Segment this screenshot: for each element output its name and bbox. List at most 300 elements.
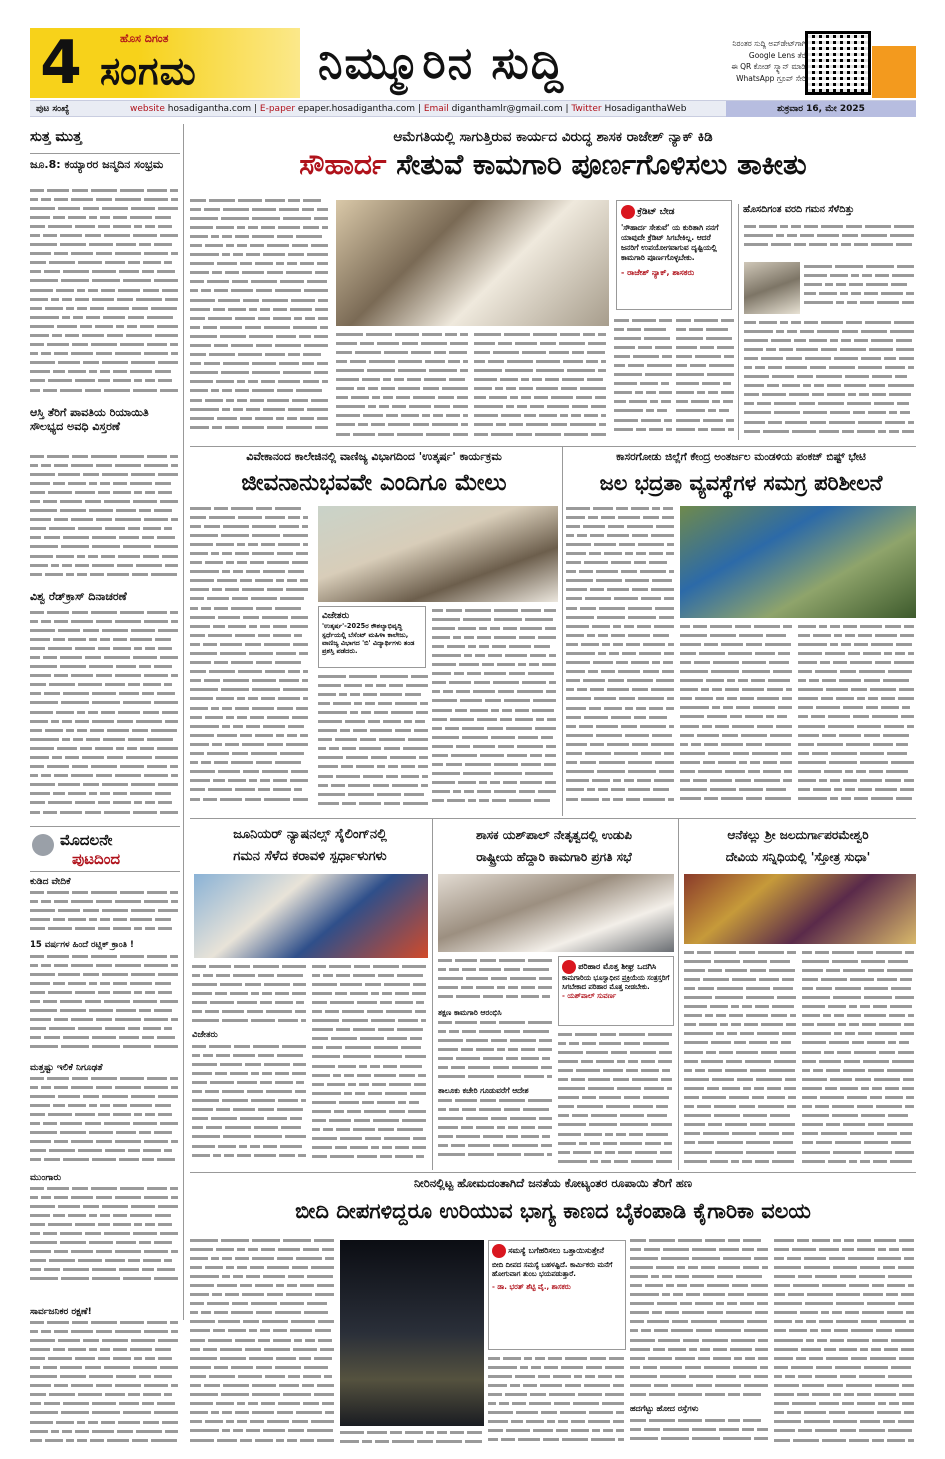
- text-line: [30, 570, 180, 579]
- text-line: [30, 1257, 180, 1266]
- text-line: [438, 992, 554, 1001]
- s5-body-col-1c: [438, 1096, 554, 1168]
- text-line: [30, 1101, 180, 1110]
- text-line: [684, 1148, 798, 1157]
- text-line: [676, 380, 736, 389]
- qr-notice-line: Google Lens ತೆರೆ: [748, 50, 806, 60]
- text-line: [684, 1130, 798, 1139]
- text-line: [802, 1021, 916, 1030]
- s7-caption: [340, 1428, 484, 1448]
- text-line: [802, 1148, 916, 1157]
- s2-kicker-text: ವಿವೇಕಾನಂದ ಕಾಲೇಜಿನಲ್ಲಿ ವಾಣಿಜ್ಯ ವಿಭಾಗದಿಂದ 'ಉತ್ಕರ್ಷ' ಕಾರ್ಯಕ್ರಮ: [246, 450, 502, 463]
- row-divider: [190, 818, 916, 819]
- s7-quote-credit: - ಡಾ. ಭರತ್ ಶೆಟ್ಟಿ ವೈ., ಶಾಸಕರು: [492, 1282, 571, 1291]
- text-line: [680, 758, 794, 767]
- email-link[interactable]: diganthamlr@gmail.com: [451, 104, 563, 114]
- text-line: [336, 366, 470, 375]
- text-line: [680, 731, 794, 740]
- text-line: [190, 1363, 336, 1372]
- column-divider: [678, 818, 679, 1170]
- s5-body-col-1: [438, 956, 554, 1008]
- text-line: [474, 330, 608, 339]
- text-line: [684, 1075, 798, 1084]
- text-line: [614, 371, 674, 380]
- text-line: [30, 799, 180, 808]
- s3-body-col-3: [798, 622, 916, 812]
- text-line: [676, 352, 736, 361]
- s5-sub-1: ತಕ್ಷಣ ಕಾಮಗಾರಿ ಆರಂಭಿಸಿ: [438, 1008, 502, 1017]
- brief-3-body: [30, 608, 180, 824]
- text-line: [474, 348, 608, 357]
- text-line: [190, 604, 310, 613]
- quote-title: ಕ್ರೆಡಿಟ್ ಬೇಡ: [637, 207, 675, 217]
- text-line: [566, 622, 676, 631]
- text-line: [318, 699, 430, 708]
- text-line: [190, 768, 310, 777]
- text-line: [558, 1085, 674, 1094]
- text-line: [30, 304, 180, 313]
- text-line: [30, 507, 180, 516]
- text-line: [190, 750, 310, 759]
- twitter-link[interactable]: HosadiganthaWeb: [604, 104, 687, 114]
- text-line: [432, 606, 558, 615]
- text-line: [30, 386, 180, 395]
- text-line: [614, 389, 674, 398]
- text-line: [774, 1400, 916, 1409]
- text-line: [318, 745, 430, 754]
- text-line: [680, 768, 794, 777]
- text-line: [684, 957, 798, 966]
- text-line: [684, 1003, 798, 1012]
- s7-body-col-1: [190, 1236, 336, 1448]
- text-line: [192, 1106, 308, 1115]
- text-line: [614, 407, 674, 416]
- text-line: [676, 325, 736, 334]
- text-line: [190, 360, 330, 369]
- s5-quote-text: ಕಾಮಗಾರಿಯ ಭೂಸ್ವಾಧೀನ ಪ್ರಕ್ರಿಯೆಯ ಸಂತ್ರಸ್ತರಿಗೆ ಸಿಗಬೇಕಾದ ಪರಿಹಾರ ಮೊತ್ತ ನೀಡಬೇಕು.: [562, 974, 670, 992]
- text-line: [30, 653, 180, 662]
- text-line: [630, 1345, 770, 1354]
- text-line: [744, 427, 916, 436]
- section-label: ಸುತ್ತ ಮುತ್ತ: [30, 129, 82, 145]
- text-line: [30, 915, 180, 924]
- text-line: [684, 1139, 798, 1148]
- text-line: [190, 378, 330, 387]
- text-line: [676, 425, 736, 434]
- text-line: [336, 339, 470, 348]
- text-line: [312, 1108, 428, 1117]
- text-line: [318, 717, 430, 726]
- text-line: [30, 1202, 180, 1211]
- text-line: [30, 470, 180, 479]
- text-line: [30, 241, 180, 250]
- text-line: [336, 421, 470, 430]
- s4-head-line-1: ಜೂನಿಯರ್ ನ್ಯಾಷನಲ್ಸ್ ಸೈಲಿಂಗ್‌ನಲ್ಲಿ: [233, 827, 387, 842]
- text-line: [630, 1236, 770, 1245]
- text-line: [30, 888, 180, 897]
- text-line: [30, 735, 180, 744]
- text-line: [774, 1263, 916, 1272]
- text-line: [474, 421, 608, 430]
- text-line: [30, 259, 180, 268]
- text-line: [336, 430, 470, 439]
- text-line: [30, 552, 180, 561]
- text-line: [30, 690, 180, 699]
- text-line: [30, 699, 180, 708]
- text-line: [798, 658, 916, 667]
- text-line: [474, 430, 608, 439]
- text-line: [684, 1012, 798, 1021]
- text-line: [566, 522, 676, 531]
- s3-kicker: [566, 450, 916, 464]
- text-line: [192, 1087, 308, 1096]
- text-line: [312, 971, 428, 980]
- text-line: [566, 586, 676, 595]
- text-line: [802, 1112, 916, 1121]
- text-line: [190, 540, 310, 549]
- text-line: [630, 1300, 770, 1309]
- text-line: [744, 222, 916, 231]
- text-line: [744, 400, 916, 409]
- text-line: [804, 289, 916, 298]
- text-line: [190, 731, 310, 740]
- lead-body-col-3: [474, 330, 608, 440]
- text-line: [30, 970, 180, 979]
- s7-sub: ಹದಗೆಟ್ಟು ಹೋದ ರಸ್ತೆಗಳು: [630, 1404, 699, 1413]
- text-line: [438, 965, 554, 974]
- text-line: [30, 1074, 180, 1083]
- text-line: [566, 540, 676, 549]
- text-line: [190, 722, 310, 731]
- brief-1-head: ಜೂ.8: ಕಯ್ಯಾರರ ಜನ್ಮದಿನ ಸಂಭ್ರಮ: [30, 158, 164, 171]
- text-line: [630, 1416, 770, 1425]
- text-line: [30, 1007, 180, 1016]
- text-line: [192, 1051, 308, 1060]
- text-line: [30, 1025, 180, 1034]
- text-line: [190, 1272, 336, 1281]
- text-line: [190, 1291, 336, 1300]
- s2-headline: ಜೀವನಾನುಭವವೇ ಎಂದಿಗೂ ಮೇಲು: [241, 470, 507, 496]
- text-line: [30, 808, 180, 817]
- text-line: [798, 695, 916, 704]
- qr-notice: [676, 38, 806, 85]
- text-line: [192, 1078, 308, 1087]
- text-line: [474, 403, 608, 412]
- text-line: [558, 1048, 674, 1057]
- column-divider: [183, 124, 184, 1320]
- brief-2-body: [30, 452, 180, 588]
- text-line: [802, 1130, 916, 1139]
- text-line: [798, 768, 916, 777]
- text-line: [676, 334, 736, 343]
- text-line: [630, 1309, 770, 1318]
- text-line: [30, 277, 180, 286]
- lead-headline: [190, 146, 916, 184]
- text-line: [744, 345, 916, 354]
- text-line: [802, 1012, 916, 1021]
- banner-line-2: ಪುಟದಿಂದ: [72, 850, 121, 868]
- cont-1-head: ಕುಡಿದ ವೇದಿಕೆ: [30, 877, 71, 887]
- text-line: [30, 663, 180, 672]
- text-line: [312, 1080, 428, 1089]
- s6-head-line-1: ಆನೆಕಲ್ಲು ಶ್ರೀ ಜಲದುರ್ಗಾಪರಮೇಶ್ವರಿ: [727, 828, 869, 842]
- qr-code-icon[interactable]: [808, 34, 868, 92]
- cont-2-head: ಮತ್ತಷ್ಟು ಇಲಿಕೆ ನಿಗೂಢತೆ: [30, 1063, 103, 1073]
- text-line: [318, 736, 430, 745]
- text-line: [190, 278, 330, 287]
- cont-1-body-2: [30, 952, 180, 1060]
- text-line: [802, 948, 916, 957]
- text-line: [190, 232, 330, 241]
- text-line: [488, 1363, 626, 1372]
- text-line: [684, 966, 798, 975]
- s5-quote-title: ಪರಿಹಾರ ಮೊತ್ತ ಶೀಘ್ರ ಒದಗಿಸಿ: [578, 962, 657, 971]
- text-line: [774, 1372, 916, 1381]
- text-line: [802, 1030, 916, 1039]
- text-line: [804, 298, 916, 307]
- text-line: [474, 357, 608, 366]
- qr-notice-line: ಈ QR ಕೋಡ್ ಸ್ಕ್ಯಾನ್ ಮಾಡಿ: [731, 62, 806, 72]
- text-line: [684, 1084, 798, 1093]
- text-line: [190, 513, 310, 522]
- text-line: [802, 1103, 916, 1112]
- text-line: [684, 993, 798, 1002]
- text-line: [190, 549, 310, 558]
- text-line: [30, 186, 180, 195]
- text-line: [190, 577, 310, 586]
- s6-body-col-1: [684, 948, 798, 1168]
- text-line: [438, 1151, 554, 1160]
- text-line: [318, 799, 430, 808]
- text-line: [566, 731, 676, 740]
- cont-3-head: ಮುಂಗಾರು: [30, 1173, 62, 1183]
- text-line: [676, 371, 736, 380]
- text-line: [630, 1245, 770, 1254]
- page-label: ಪುಟ ಸಂಖ್ಯೆ: [36, 104, 70, 114]
- text-line: [30, 286, 180, 295]
- text-line: [558, 1030, 674, 1039]
- text-line: [190, 677, 310, 686]
- text-line: [190, 1263, 336, 1272]
- text-line: [190, 568, 310, 577]
- text-line: [438, 983, 554, 992]
- text-line: [30, 1119, 180, 1128]
- epaper-link[interactable]: epaper.hosadigantha.com: [297, 104, 416, 114]
- text-line: [190, 1372, 336, 1381]
- text-line: [744, 327, 916, 336]
- text-line: [30, 617, 180, 626]
- text-line: [680, 658, 794, 667]
- text-line: [432, 742, 558, 751]
- text-line: [802, 1057, 916, 1066]
- text-line: [744, 240, 916, 249]
- text-line: [744, 363, 916, 372]
- cont-3-body: [30, 1184, 180, 1286]
- text-line: [438, 1018, 554, 1027]
- text-line: [774, 1391, 916, 1400]
- text-line: [566, 786, 676, 795]
- text-line: [684, 1048, 798, 1057]
- lead-headline-red: ಸೌಹಾರ್ದ: [299, 148, 387, 181]
- text-line: [312, 1135, 428, 1144]
- text-line: [190, 650, 310, 659]
- text-line: [744, 382, 916, 391]
- s6-body-col-2: [802, 948, 916, 1168]
- text-line: [30, 897, 180, 906]
- text-line: [774, 1300, 916, 1309]
- text-line: [774, 1236, 916, 1245]
- column-divider: [562, 446, 563, 816]
- page-number: 4: [30, 28, 92, 98]
- issue-date: ಶುಕ್ರವಾರ 16, ಮೇ 2025: [726, 101, 916, 117]
- text-line: [312, 1044, 428, 1053]
- text-line: [744, 231, 916, 240]
- text-line: [566, 595, 676, 604]
- text-line: [190, 251, 330, 260]
- text-line: [802, 1075, 916, 1084]
- quote-dot-icon: [562, 960, 576, 974]
- text-line: [798, 677, 916, 686]
- cont-2-body: [30, 1074, 180, 1170]
- quote-dot-icon: [492, 1244, 506, 1258]
- text-line: [684, 1030, 798, 1039]
- text-line: [190, 414, 330, 423]
- text-line: [312, 962, 428, 971]
- text-line: [798, 713, 916, 722]
- text-line: [30, 1110, 180, 1119]
- s2-body-col-2: [318, 672, 430, 812]
- text-line: [190, 668, 310, 677]
- text-line: [318, 781, 430, 790]
- website-link[interactable]: hosadigantha.com: [167, 104, 252, 114]
- text-line: [318, 708, 430, 717]
- text-line: [680, 777, 794, 786]
- pencil-icon: [32, 834, 54, 856]
- text-line: [774, 1354, 916, 1363]
- text-line: [798, 640, 916, 649]
- text-line: [190, 205, 330, 214]
- text-line: [614, 325, 674, 334]
- text-line: [30, 350, 180, 359]
- text-line: [190, 1254, 336, 1263]
- text-line: [190, 387, 330, 396]
- twitter-label: Twitter: [571, 104, 602, 114]
- row-divider: [190, 446, 916, 447]
- text-line: [630, 1391, 770, 1400]
- text-line: [312, 1017, 428, 1026]
- text-line: [190, 1436, 336, 1445]
- text-line: [190, 423, 330, 432]
- text-line: [614, 425, 674, 434]
- text-line: [630, 1434, 770, 1443]
- text-line: [774, 1272, 916, 1281]
- text-line: [774, 1281, 916, 1290]
- text-line: [318, 690, 430, 699]
- s5-headline: [434, 824, 674, 868]
- text-line: [318, 790, 430, 799]
- lead-headline-rest: ಸೇತುವೆ ಕಾಮಗಾರಿ ಪೂರ್ಣಗೊಳಿಸಲು ತಾಕೀತು: [396, 148, 807, 181]
- text-line: [30, 626, 180, 635]
- text-line: [566, 722, 676, 731]
- text-line: [30, 534, 180, 543]
- text-line: [798, 740, 916, 749]
- text-line: [192, 1017, 308, 1026]
- side-story-body-3: [744, 318, 916, 440]
- text-line: [312, 1026, 428, 1035]
- text-line: [318, 772, 430, 781]
- text-line: [30, 322, 180, 331]
- text-line: [190, 622, 310, 631]
- text-line: [566, 677, 676, 686]
- text-line: [30, 1239, 180, 1248]
- text-line: [432, 697, 558, 706]
- s4-headline: [190, 824, 430, 868]
- text-line: [474, 385, 608, 394]
- text-line: [318, 672, 430, 681]
- text-line: [474, 375, 608, 384]
- s7-quote-title: ಸಮಸ್ಯೆ ಬಗೆಹರಿಸಲು ಒತ್ತಾಯಿಸುತ್ತೇನೆ: [508, 1246, 604, 1255]
- text-line: [614, 343, 674, 352]
- qr-notice-line: ನಿರಂತರ ಸುದ್ದಿ ಅಪ್‌ಡೇಟ್‌ಗಾಗಿ: [732, 39, 806, 48]
- s2-winners-box: [318, 606, 426, 668]
- text-line: [802, 984, 916, 993]
- text-line: [802, 1084, 916, 1093]
- qr-notice-line: WhatsApp ಗ್ರೂಪ್ ಸೇರಿ: [736, 73, 806, 83]
- text-line: [474, 394, 608, 403]
- text-line: [312, 1007, 428, 1016]
- text-line: [190, 740, 310, 749]
- text-line: [488, 1354, 626, 1363]
- text-line: [438, 1054, 554, 1063]
- text-line: [30, 213, 180, 222]
- text-line: [432, 779, 558, 788]
- s3-photo: [680, 506, 916, 618]
- text-line: [190, 1345, 336, 1354]
- text-line: [30, 754, 180, 763]
- text-line: [676, 407, 736, 416]
- text-line: [684, 1039, 798, 1048]
- text-line: [630, 1318, 770, 1327]
- text-line: [190, 777, 310, 786]
- text-line: [30, 1211, 180, 1220]
- text-line: [30, 1092, 180, 1101]
- text-line: [558, 1039, 674, 1048]
- text-line: [566, 759, 676, 768]
- text-line: [684, 1112, 798, 1121]
- text-line: [566, 631, 676, 640]
- text-line: [30, 1147, 180, 1156]
- text-line: [30, 1156, 180, 1165]
- text-line: [190, 260, 330, 269]
- text-line: [312, 1071, 428, 1080]
- text-line: [676, 416, 736, 425]
- text-line: [802, 1139, 916, 1148]
- text-line: [438, 1141, 554, 1150]
- text-line: [774, 1309, 916, 1318]
- text-line: [190, 522, 310, 531]
- text-line: [190, 1236, 336, 1245]
- text-line: [798, 722, 916, 731]
- newspaper-clip-image: [744, 262, 800, 314]
- text-line: [684, 1057, 798, 1066]
- text-line: [30, 961, 180, 970]
- text-line: [774, 1363, 916, 1372]
- text-line: [190, 640, 310, 649]
- text-line: [680, 667, 794, 676]
- text-line: [312, 1053, 428, 1062]
- text-line: [684, 1121, 798, 1130]
- cont-4-body: [30, 1318, 180, 1446]
